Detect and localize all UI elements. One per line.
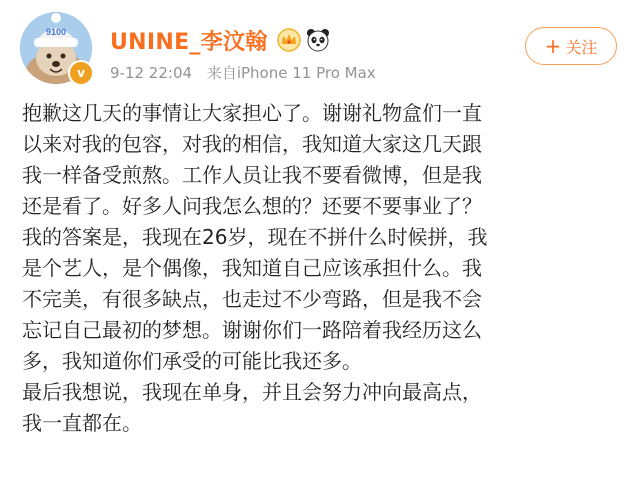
- author-row: [110, 24, 330, 56]
- username[interactable]: UNINE_李汶翰: [110, 29, 268, 55]
- post-time: 9-12 22:04: [110, 64, 193, 82]
- plus-icon: +: [544, 34, 562, 58]
- post-paragraph: 抱歉这几天的事情让大家担心了。谢谢礼物盒们一直 以来对我的包容，对我的相信，我知道大家这几天跟 我一样备受煎熬。工作人员让我不要看微博，但是我 还是看了。好多人问我怎么想的？还要不要事业了？ 我的答案是，我现在26岁，现在不拼什么时候拼，我 是个艺人，是个偶像，我知道自己应该承担什么。我 不完美，有很多缺点，也走过不少弯路，但是我不会 忘记自己最初的梦想。谢谢你们一路陪着我经历这么 多，我知道你们承受的可能比我还多。: [22, 101, 488, 373]
- post-source: 来自iPhone 11 Pro Max: [206, 64, 376, 82]
- panda-icon[interactable]: [306, 28, 330, 52]
- avatar-hat-text: 9100: [45, 27, 67, 37]
- post-body: [22, 98, 622, 439]
- follow-label: 关注: [565, 37, 598, 57]
- post-paragraph: 最后我想说，我现在单身，并且会努力冲向最高点， 我一直都在。: [22, 380, 482, 435]
- crown-icon[interactable]: [276, 28, 302, 52]
- verified-icon: v: [68, 60, 94, 86]
- post-header: [0, 0, 641, 100]
- post-meta: [110, 62, 376, 83]
- follow-button[interactable]: [525, 27, 617, 65]
